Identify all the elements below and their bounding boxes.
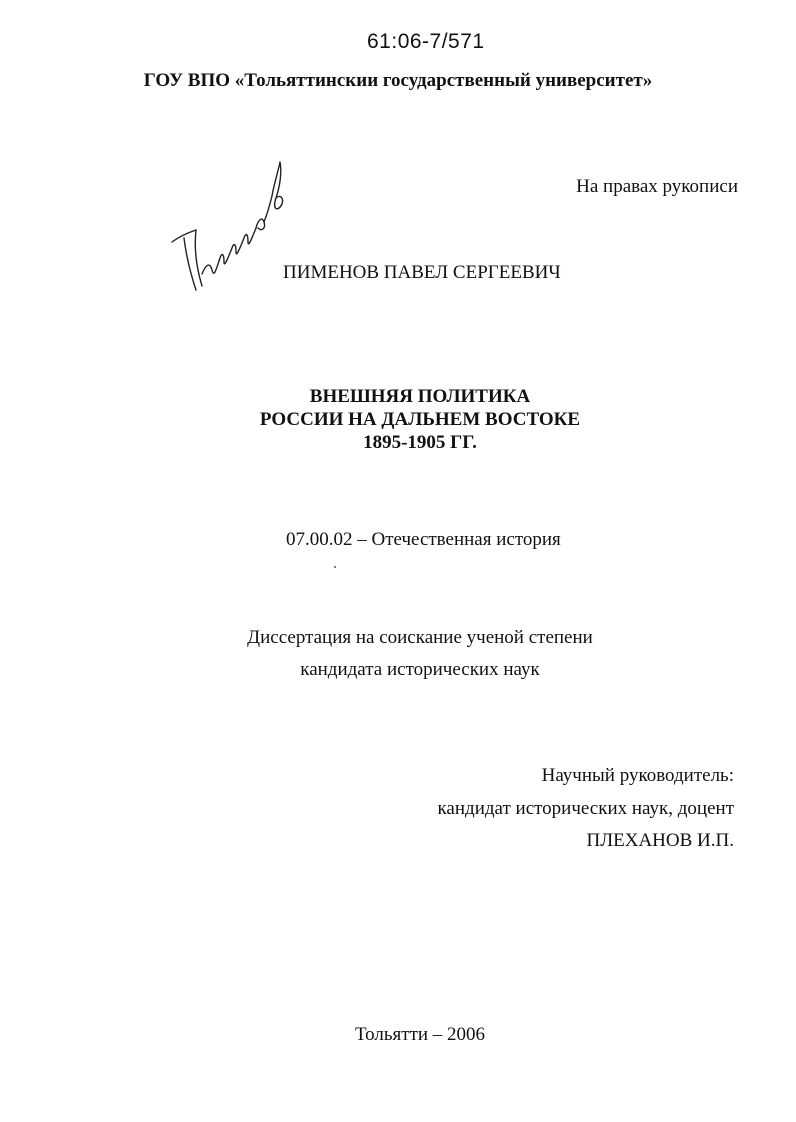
manuscript-rights-note: На правах рукописи: [576, 176, 738, 197]
specialty-code: 07.00.02 – Отечественная история: [286, 529, 561, 550]
supervisor-degree: кандидат исторических наук, доцент: [437, 798, 734, 819]
dissertation-title-line-1: ВНЕШНЯЯ ПОЛИТИКА: [309, 386, 531, 407]
supervisor-name: ПЛЕХАНОВ И.П.: [586, 830, 734, 851]
city-and-year: Тольятти – 2006: [354, 1024, 486, 1045]
handwritten-signature: [166, 158, 291, 298]
catalog-number: 61:06-7/571: [367, 30, 485, 53]
degree-statement-line-2: кандидата исторических наук: [300, 659, 540, 680]
dissertation-title-line-3: 1895-1905 ГГ.: [363, 432, 477, 453]
institution-name: ГОУ ВПО «Тольяттинскии государственный университет»: [143, 70, 653, 91]
scan-speck: [334, 566, 336, 568]
dissertation-title-line-2: РОССИИ НА ДАЛЬНЕМ ВОСТОКЕ: [259, 409, 581, 430]
degree-statement-line-1: Диссертация на соискание ученой степени: [247, 627, 593, 648]
supervisor-label: Научный руководитель:: [541, 765, 734, 786]
author-name: ПИМЕНОВ ПАВЕЛ СЕРГЕЕВИЧ: [283, 262, 561, 283]
